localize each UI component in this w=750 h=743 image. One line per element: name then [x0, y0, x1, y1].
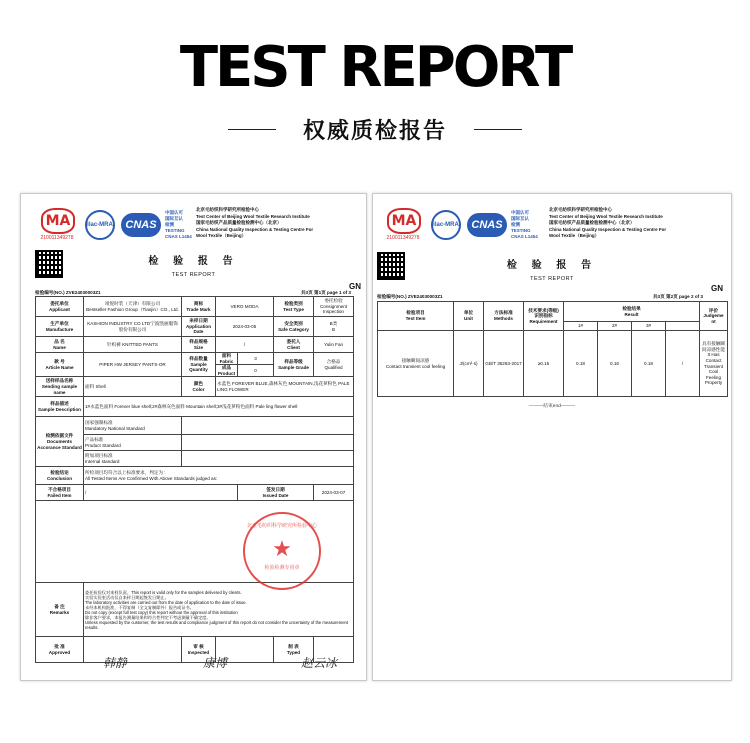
failed-item-label: 不合格项目 Failed Item — [36, 485, 84, 501]
sample-grade-value: 合格品 Qualified — [314, 353, 354, 377]
mandatory-standard-label: 国家强制标准 Mandatory National Standard — [84, 417, 182, 435]
sample-grade-label: 样品等级 Sample Grade — [274, 353, 314, 377]
fabric-value: 3 — [238, 353, 274, 365]
test-center-name: 北京毛纺织科学研究所检验中心 Test Center of Beijing Wool Textile Research Institute 国家毛纺织产品质量检验检测中心（北京） China National Quality Inspection & Testing Centre For Wool Textile（Beijing） — [196, 207, 314, 238]
result-extra-value: / — [666, 331, 700, 397]
result-header: 检验结果 Result — [564, 302, 700, 322]
gn-mark: GN — [711, 284, 723, 293]
report-page-2 — [372, 193, 732, 681]
sample-description-label: 样品描述 Sample Description — [36, 397, 84, 417]
report-page-1 — [20, 193, 367, 681]
product-value: 0 — [238, 365, 274, 377]
accreditation-logos — [381, 208, 538, 242]
methods-header: 方法标准 Methods — [484, 302, 524, 331]
manufacture-value: KASHION INDUSTRY CO LTD宁波凯丽服饰股份有限公司 — [84, 317, 182, 337]
product-standard-label: 产品标准 Product Standard — [84, 435, 182, 451]
conclusion-value: 所检项目均符合以上标准要求，判定为： All Tested Items Are Confirmed With Above Standards judged as: — [84, 467, 354, 485]
sample-1-header: 1# — [564, 322, 598, 331]
safe-category-label: 安全类别 Safe Category — [274, 317, 314, 337]
divider-right — [474, 129, 522, 130]
approved-signature-cell — [84, 637, 182, 663]
product-label: 成品 Product — [216, 365, 238, 377]
judgement-value: 具有接触瞬间凉感性能 It Has Contact Transient Cool Feeling Property — [700, 331, 728, 397]
issued-date-value: 2024-03-07 — [314, 485, 354, 501]
inspected-label: 审 核 Inspected — [182, 637, 216, 663]
test-item-value: 接触瞬间凉感 Contact transient cool feeling — [378, 331, 454, 397]
article-label: 款 号 Article Name — [36, 353, 84, 377]
applicant-label: 委托单位 Applicant — [36, 297, 84, 317]
report-title-cn: 检 验 报 告 — [148, 256, 239, 267]
application-date-label: 来样日期 Application Date — [182, 317, 216, 337]
gn-mark: GN — [349, 282, 361, 291]
remarks-label: 备 注 Remarks — [36, 583, 84, 637]
method-value: GB/T 35263-2017 — [484, 331, 524, 397]
cnas-logo: CNAS — [121, 213, 161, 237]
stamp-arc-text: 北京毛纺织科学研究所检验中心 — [246, 523, 317, 529]
internal-standard-value — [182, 451, 354, 467]
report-title-en: TEST REPORT — [530, 276, 574, 282]
end-marker: ———结束end——— — [528, 404, 576, 409]
remarks-value: 委托检验仅对来样负责。This report is valid only for the samples delivered by clients. 实验实验室活动仅自来样日期起签发日期止。 The laboratory activities are carried out from the date of application to the date of issue. 未经本机构批准，不得复制（全文复制除外）报告或证书。 Do not copy (except full test copy) this report without the approval of this institution 除非客户要求，本报告测量结果和符合性判定不考虑测量不确定度。 Unless requested by the customer, the test results and compliance judgment of this report do not consider the uncertainty of the measurement results. — [84, 583, 354, 637]
name-value: 针织裤 KNITTED PANTS — [84, 337, 182, 353]
sample-quantity-label: 样品数量 Sample Quantity — [182, 353, 216, 377]
manufacture-label: 生产单位 Manufacture — [36, 317, 84, 337]
judgement-header: 评价 Judgeme nt — [700, 302, 728, 331]
sample-extra-header — [666, 322, 700, 331]
result-1-value: 0.18 — [564, 331, 598, 397]
sample-3-header: 3# — [632, 322, 666, 331]
conclusion-label: 检验结论 Conclusion — [36, 467, 84, 485]
requirement-value: ≥0.15 — [524, 331, 564, 397]
test-type-value: 委托检验 Consignment Inspection — [314, 297, 354, 317]
ilac-logo: ilac-MRA — [431, 210, 461, 240]
size-value: / — [216, 337, 274, 353]
cma-number: 210011349278 — [40, 235, 74, 241]
cma-logo: MA — [387, 208, 421, 234]
report-header-subtitle-row — [0, 112, 750, 146]
typed-signature: 赵云冰 — [301, 656, 338, 670]
unit-value: J/(cm²·s) — [454, 331, 484, 397]
cma-logo: MA — [41, 208, 75, 234]
safe-category-value: B类 B — [314, 317, 354, 337]
report-title-en: TEST REPORT — [171, 272, 216, 278]
official-red-stamp — [243, 512, 321, 590]
page-indicator: 共3页 第2页 page 2 of 3 — [652, 294, 703, 299]
accreditation-logos — [35, 208, 192, 242]
article-value: PIPER HW JERSEY PANTS-OR — [84, 353, 182, 377]
inspected-signature: 康博 — [203, 656, 228, 670]
requirement-header: 技术要求(等级) 识别指标 Requirement — [524, 302, 564, 331]
cnas-accreditation: 中国认可 国际互认 检测 TESTING CNAS L1454 — [165, 210, 192, 239]
cnas-accreditation: 中国认可 国际互认 检测 TESTING CNAS L1454 — [511, 210, 538, 239]
fabric-label: 面料 Fabric — [216, 353, 238, 365]
result-3-value: 0.18 — [632, 331, 666, 397]
sample-2-header: 2# — [598, 322, 632, 331]
client-label: 委托人 Client — [274, 337, 314, 353]
sample-description-value: 1#永蓝色面料 Forever blue shell;2#森林灰色面料 Mountain shell;3#浅花萝粉色面料 Pale ling flower shell — [84, 397, 354, 417]
report-header-title: TEST REPORT — [179, 35, 571, 100]
trademark-label: 商标 Trade Mark — [182, 297, 216, 317]
size-label: 样品规格 Size — [182, 337, 216, 353]
report-number: 检验编号(NO.) ZVE24030003Z1 — [377, 294, 443, 299]
unit-header: 单位 Unit — [454, 302, 484, 331]
client-value: Yulin Fan — [314, 337, 354, 353]
test-item-header: 检验项目 Test Item — [378, 302, 454, 331]
applicant-value: 靖悦时装（天津）有限公司 Bestseller Fashion Group（Tianjin）CO., Ltd. — [84, 297, 182, 317]
cma-number: 210011349278 — [386, 235, 420, 241]
typed-label: 制 表 Typed — [274, 637, 314, 663]
approved-signature: 韩静 — [103, 656, 128, 670]
color-value: 永蓝色 FOREVER BLUE,森林灰色 MOUNTAIN,浅花萝粉色 PALE LING FLOWER — [216, 377, 354, 397]
sending-sample-label: 送样样品名称 Sending sample name — [36, 377, 84, 397]
report-title-cn: 检 验 报 告 — [506, 260, 598, 271]
product-standard-value — [182, 435, 354, 451]
stamp-ring-text: 检验检测专用章 — [264, 565, 300, 571]
report-number: 检验编号(NO.) ZVE24030003Z1 — [35, 290, 101, 295]
trademark-value: VERO MODA — [216, 297, 274, 317]
application-date-value: 2024-03-05 — [216, 317, 274, 337]
color-label: 颜色 Color — [182, 377, 216, 397]
cnas-logo: CNAS — [467, 213, 507, 237]
test-type-label: 检验类别 Test Type — [274, 297, 314, 317]
name-label: 品 名 Name — [36, 337, 84, 353]
report-header-subtitle: 权威质检报告 — [302, 119, 447, 144]
failed-item-value: / — [84, 485, 238, 501]
result-2-value: 0.16 — [598, 331, 632, 397]
approved-label: 批 准 Approved — [36, 637, 84, 663]
star-icon: ★ — [272, 536, 292, 561]
internal-standard-label: 附加项目标准 Internal standard — [84, 451, 182, 467]
report-table-2 — [377, 301, 728, 397]
ilac-logo: ilac-MRA — [85, 210, 115, 240]
report-meta — [377, 294, 703, 300]
report-table-1 — [35, 296, 354, 663]
documents-label: 检测依据文件 Documents Accorance Standard — [36, 417, 84, 467]
page-indicator: 共3页 第1页 page 1 of 3 — [300, 290, 351, 295]
test-center-name: 北京毛纺织科学研究所检验中心 Test Center of Beijing Wool Textile Research Institute 国家毛纺织产品质量检验检测中心（北京） China National Quality Inspection & Testing Centre For Wool Textile（Beijing） — [549, 207, 667, 238]
sending-sample-value: 面料 Shell — [84, 377, 182, 397]
issued-date-label: 签发日期 Issued Date — [238, 485, 314, 501]
mandatory-standard-value — [182, 417, 354, 435]
